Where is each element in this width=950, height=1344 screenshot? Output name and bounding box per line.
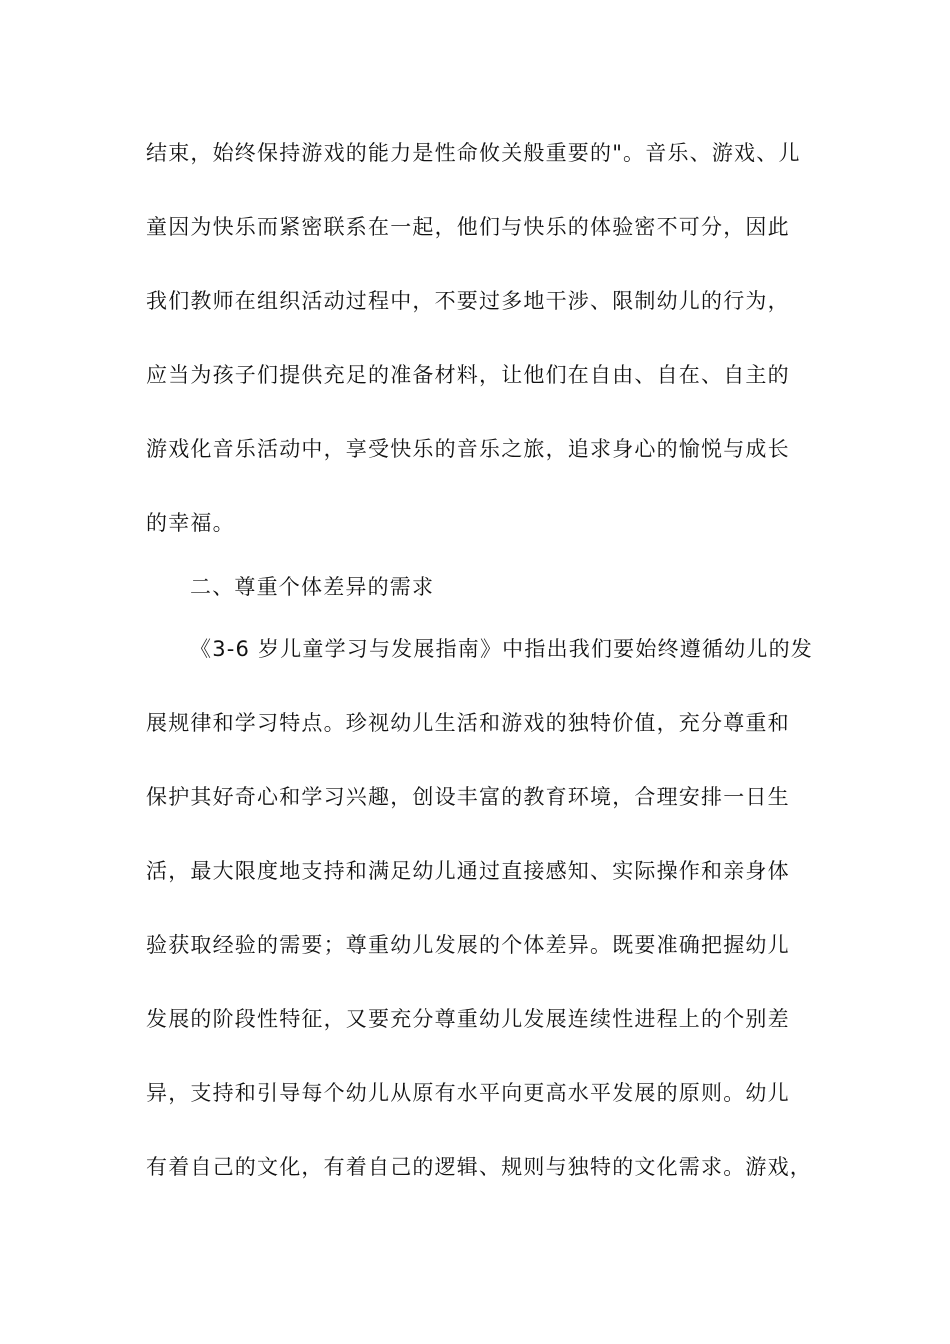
section-heading: 二、尊重个体差异的需求 bbox=[190, 575, 435, 599]
paragraph-2-line-5: 验获取经验的需要；尊重幼儿发展的个体差异。既要准确把握幼儿 bbox=[146, 933, 790, 957]
paragraph-1-line-1: 结束，始终保持游戏的能力是性命攸关般重要的"。音乐、游戏、儿 bbox=[146, 141, 801, 165]
paragraph-2-line-4: 活，最大限度地支持和满足幼儿通过直接感知、实际操作和亲身体 bbox=[146, 859, 790, 883]
paragraph-1-line-2: 童因为快乐而紧密联系在一起，他们与快乐的体验密不可分，因此 bbox=[146, 215, 790, 239]
paragraph-2-line-3: 保护其好奇心和学习兴趣，创设丰富的教育环境，合理安排一日生 bbox=[146, 785, 790, 809]
paragraph-2-line-8: 有着自己的文化，有着自己的逻辑、规则与独特的文化需求。游戏， bbox=[146, 1155, 812, 1179]
paragraph-2-line-2: 展规律和学习特点。珍视幼儿生活和游戏的独特价值，充分尊重和 bbox=[146, 711, 790, 735]
paragraph-1-line-3: 我们教师在组织活动过程中，不要过多地干涉、限制幼儿的行为， bbox=[146, 289, 790, 313]
paragraph-2-line-6: 发展的阶段性特征，又要充分尊重幼儿发展连续性进程上的个别差 bbox=[146, 1007, 790, 1031]
paragraph-1-line-6: 的幸福。 bbox=[146, 511, 235, 535]
paragraph-2-line-1: 《3-6 岁儿童学习与发展指南》中指出我们要始终遵循幼儿的发 bbox=[190, 637, 813, 661]
paragraph-2-line-7: 异，支持和引导每个幼儿从原有水平向更高水平发展的原则。幼儿 bbox=[146, 1081, 790, 1105]
paragraph-1-line-5: 游戏化音乐活动中，享受快乐的音乐之旅，追求身心的愉悦与成长 bbox=[146, 437, 790, 461]
paragraph-1-line-4: 应当为孩子们提供充足的准备材料，让他们在自由、自在、自主的 bbox=[146, 363, 790, 387]
